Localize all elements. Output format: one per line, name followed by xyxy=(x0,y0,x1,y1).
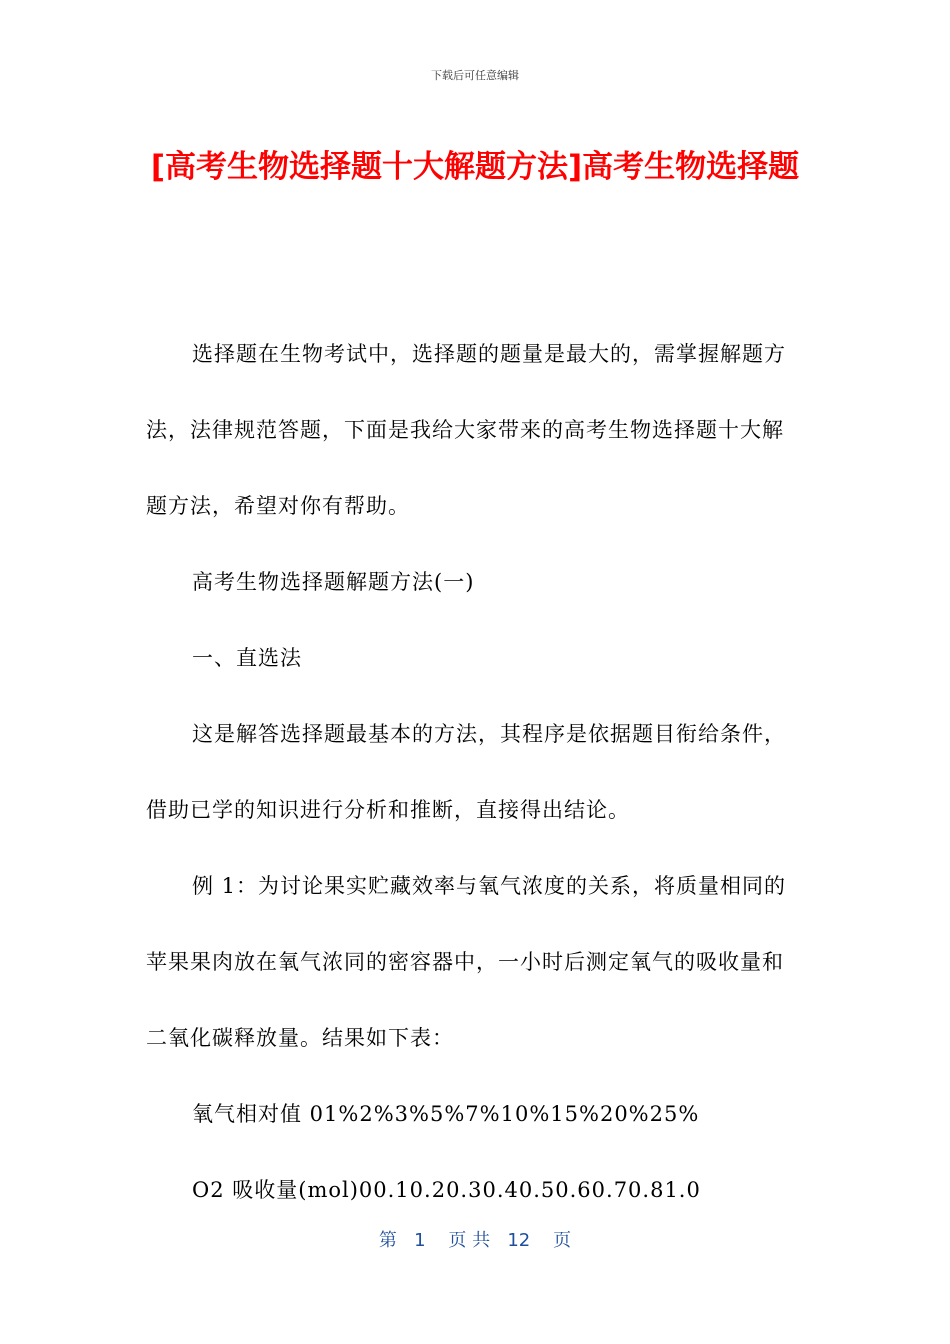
paragraph-intro: 选择题在生物考试中，选择题的题量是最大的，需掌握解题方法，法律规范答题，下面是我给大家带来的高考生物选择题十大解题方法，希望对你有帮助。 xyxy=(146,342,786,518)
paragraph-table-row-absorption: O2 吸收量(mol)00.10.20.30.40.50.60.70.81.0 xyxy=(192,1178,701,1202)
page-footer xyxy=(0,1226,950,1252)
footer-page-total-label: 页 共 xyxy=(448,1230,491,1251)
paragraph-example: 例 1：为讨论果实贮藏效率与氧气浓度的关系，将质量相同的苹果果肉放在氧气浓同的密容器中，一小时后测定氧气的吸收量和二氧化碳释放量。结果如下表： xyxy=(146,874,787,1050)
document-body xyxy=(146,316,798,1228)
paragraph-method-description: 这是解答选择题最基本的方法，其程序是依据题目衔给条件，借助已学的知识进行分析和推断，直接得出结论。 xyxy=(146,722,786,822)
header-note: 下载后可任意编辑 xyxy=(431,69,519,82)
footer-page-suffix: 页 xyxy=(553,1230,572,1251)
paragraph-section-heading: 高考生物选择题解题方法(一) xyxy=(192,570,475,594)
footer-page-current: 1 xyxy=(414,1230,426,1251)
document-title: [高考生物选择题十大解题方法]高考生物选择题 xyxy=(150,149,800,185)
paragraph-method-heading: 一、直选法 xyxy=(192,646,302,670)
footer-page-total: 12 xyxy=(507,1230,531,1251)
paragraph-table-row-oxygen: 氧气相对值 01%2%3%5%7%10%15%20%25% xyxy=(192,1102,700,1126)
footer-page-label: 第 xyxy=(378,1230,397,1251)
